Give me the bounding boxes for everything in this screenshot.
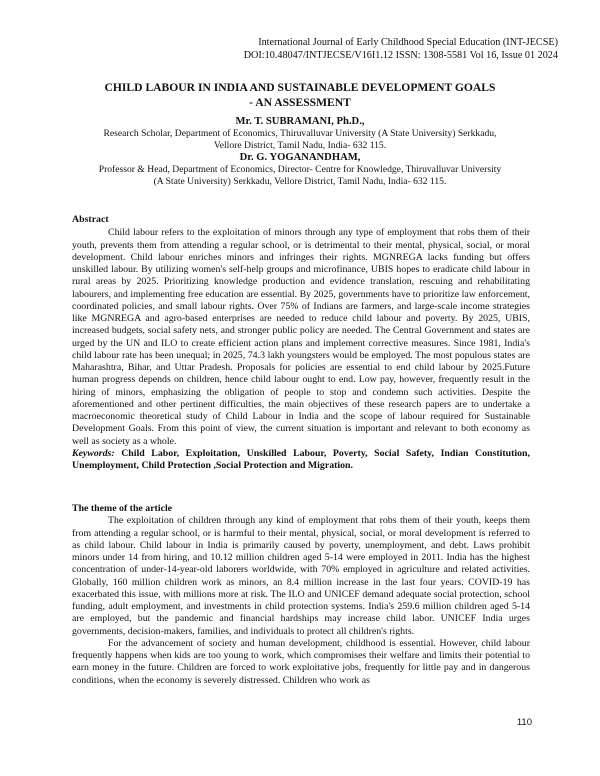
journal-name: International Journal of Early Childhood Special Education (INT-JECSE) [258,37,558,48]
abstract-text: Child labour refers to the exploitation of minors through any type of employment that robs them of their youth, prevents them from attending a regular school, or is detrimental to their mental, physical, social, or moral development. Child labour enriches minors and infringes their rights. MGNREGA lacks funding but offers unskilled labour. By utilizing women's self-help groups and microfinance, UBIS hopes to eradicate child labour in rural areas by 2025. Prioritizing knowledge production and evidence translation, rescuing and rehabilitating labourers, and implementing free education are essential. By 2025, governments have to prioritize law enforcement, coordinated policies, and small labour rights. Over 75% of Indians are farmers, and large-scale income strategies like MGNREGA and agro-based enterprises are needed to reduce child labour and poverty. By 2025, UBIS, increased budgets, social safety nets, and stronger public policy are needed. The Central Government and states are urged by the UN and ILO to create efficient action plans and implement corrective measures. Since 1981, India's child labour rate has been unequal; in 2025, 74.3 lakh youngsters would be employed. The most populous states are Maharashtra, Bihar, and Uttar Pradesh. Proposals for policies are essential to end child labour by 2025.Future human progress depends on children, hence child labour ought to end. Low pay, however, frequently result in the hiring of minors, emphasizing the obligation of people to stop and condemn such activities. Despite the aforementioned and other pertinent difficulties, the main objectives of these research papers are to undertake a macroeconomic theoretical study of Child Labour in India and the scope of labour required for Sustainable Development Goals. From this point of view, the current situation is important and relevant to both economy as well as society as a whole. [72,227,530,447]
keywords-label: Keywords: [72,447,115,459]
abstract-section [72,214,530,472]
doi-issn-line: DOI:10.48047/INTJECSE/V16I1.12 ISSN: 1308-5581 Vol 16, Issue 01 2024 [243,50,558,61]
page-number: 110 [516,717,532,728]
author-2-affiliation-line-1: Professor & Head, Department of Economics, Director- Centre for Knowledge, Thiruvalluvar University [98,164,502,176]
paper-title [60,80,540,110]
author-1-name: Mr. T. SUBRAMANI, Ph.D., [235,116,365,127]
author-2-affiliation-line-2: (A State University) Serkkadu, Vellore District, Tamil Nadu, India- 632 115. [153,176,447,188]
abstract-heading: Abstract [72,214,109,225]
theme-section [72,503,530,687]
author-1-affiliation-line-1: Research Scholar, Department of Economics, Thiruvalluvar University (A State University) Serkkadu, [103,128,497,140]
keywords-line [72,448,530,473]
theme-heading: The theme of the article [72,503,173,514]
keywords-text: Child Labor, Exploitation, Unskilled Labour, Poverty, Social Safety, Indian Constitution, Unemployment, Child Protection ,Social Protection and Migration. [72,447,530,471]
title-line-1: CHILD LABOUR IN INDIA AND SUSTAINABLE DEVELOPMENT GOALS [104,81,496,94]
author-block [58,116,542,189]
title-line-2: - AN ASSESSMENT [249,96,351,109]
theme-paragraph-1: The exploitation of children through any kind of employment that robs them of their youth, keeps them from attending a regular school, or is harmful to their mental, physical, social, or moral development is referred to as child labour. Child labour in India is primarily caused by poverty, unemployment, and debt. Laws prohibit minors under 14 from hiring, and 10.12 million children aged 5-14 were employed in 2011. India has the highest concentration of under-14-year-old laborers worldwide, with 70% employed in agriculture and related activities. Globally, 160 million children work as minors, an 8.4 million increase in the last four years. COVID-19 has exacerbated this issue, with millions more at risk. The ILO and UNICEF demand adequate social protection, school funding, adult employment, and investments in child protection systems. India's 259.6 million children aged 5-14 are employed, but the pandemic and financial hardships may increase child labor. UNICEF India urges governments, decision-makers, families, and individuals to protect all children's rights. [72,515,530,637]
author-2-name: Dr. G. YOGANANDHAM, [239,152,361,164]
author-1-affiliation-line-2: Vellore District, Tamil Nadu, India- 632 115. [213,140,387,152]
theme-paragraph-2: For the advancement of society and human development, childhood is essential. However, child labour frequently happens when kids are too young to work, which compromises their welfare and limits their potential to earn money in the future. Children are forced to work exploitative jobs, frequently for little pay and in dangerous conditions, when the economy is severely distressed. Children who work as [72,637,530,686]
journal-header [244,36,558,62]
